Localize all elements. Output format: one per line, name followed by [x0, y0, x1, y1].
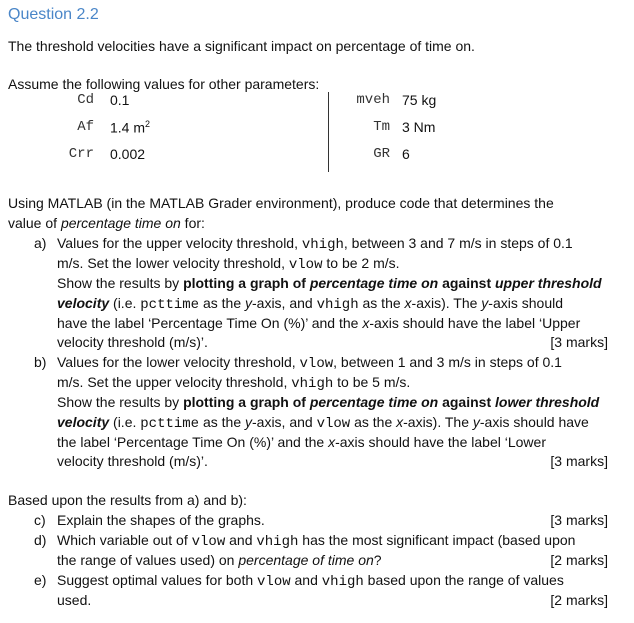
part-text: the range of values used) on percentage of time on? [57, 552, 382, 568]
part-label: e) [34, 572, 47, 588]
part-text: velocity (i.e. pcttime as the y-axis, and vhigh as the x-axis). The y-axis should [57, 295, 563, 313]
using-line-2: value of percentage time on for: [8, 215, 205, 231]
param-name: Af [77, 119, 94, 135]
param-value: 0.1 [110, 92, 130, 108]
param-value: 1.4 $m^2$ [110, 119, 151, 136]
param-name: Crr [68, 146, 94, 162]
using-line-1: Using MATLAB (in the MATLAB Grader environment), produce code that determines the [8, 195, 554, 211]
part-text: Which variable out of vlow and vhigh has the most significant impact (based upon [57, 532, 576, 550]
based-text: Based upon the results from a) and b): [8, 492, 247, 508]
param-name: GR [373, 146, 390, 162]
part-text: the label ‘Percentage Time On (%)’ and the x-axis should have the label ‘Lower [57, 434, 546, 450]
part-text: Values for the lower velocity threshold, vlow, between 1 and 3 m/s in steps of 0.1 [57, 354, 562, 372]
part-text: have the label ‘Percentage Time On (%)’ and the x-axis should have the label ‘Upper [57, 315, 581, 331]
assume-text: Assume the following values for other parameters: [8, 76, 320, 92]
question-title: Question 2.2 [8, 6, 99, 23]
part-text: velocity (i.e. pcttime as the y-axis, and vlow as the x-axis). The y-axis should have [57, 414, 589, 432]
intro-text: The threshold velocities have a significant impact on percentage of time on. [8, 38, 475, 54]
part-text: used. [57, 592, 92, 608]
marks-label: [3 marks] [550, 453, 608, 469]
part-text: Suggest optimal values for both vlow and vhigh based upon the range of values [57, 572, 564, 590]
part-label: c) [34, 512, 46, 528]
part-text: Show the results by plotting a graph of percentage time on against lower threshold [57, 394, 600, 410]
part-text: velocity threshold (m/s)’. [57, 334, 208, 350]
param-name: mveh [356, 92, 390, 108]
part-text: m/s. Set the lower velocity threshold, vlow to be 2 m/s. [57, 255, 400, 273]
marks-label: [2 marks] [550, 592, 608, 608]
param-name: Tm [373, 119, 390, 135]
param-value: 75 kg [402, 92, 437, 108]
param-value: 0.002 [110, 146, 146, 162]
param-value: 3 Nm [402, 119, 436, 135]
marks-label: [3 marks] [550, 334, 608, 350]
marks-label: [2 marks] [550, 552, 608, 568]
part-label: a) [34, 235, 47, 251]
part-text: Explain the shapes of the graphs. [57, 512, 265, 528]
part-text: Values for the upper velocity threshold, vhigh, between 3 and 7 m/s in steps of 0.1 [57, 235, 573, 253]
param-name: Cd [77, 92, 94, 108]
part-text: m/s. Set the upper velocity threshold, vhigh to be 5 m/s. [57, 374, 411, 392]
param-value: 6 [402, 146, 410, 162]
part-text: Show the results by plotting a graph of percentage time on against upper threshold [57, 275, 602, 291]
marks-label: [3 marks] [550, 512, 608, 528]
part-text: velocity threshold (m/s)’. [57, 453, 208, 469]
part-label: d) [34, 532, 47, 548]
part-label: b) [34, 354, 47, 370]
